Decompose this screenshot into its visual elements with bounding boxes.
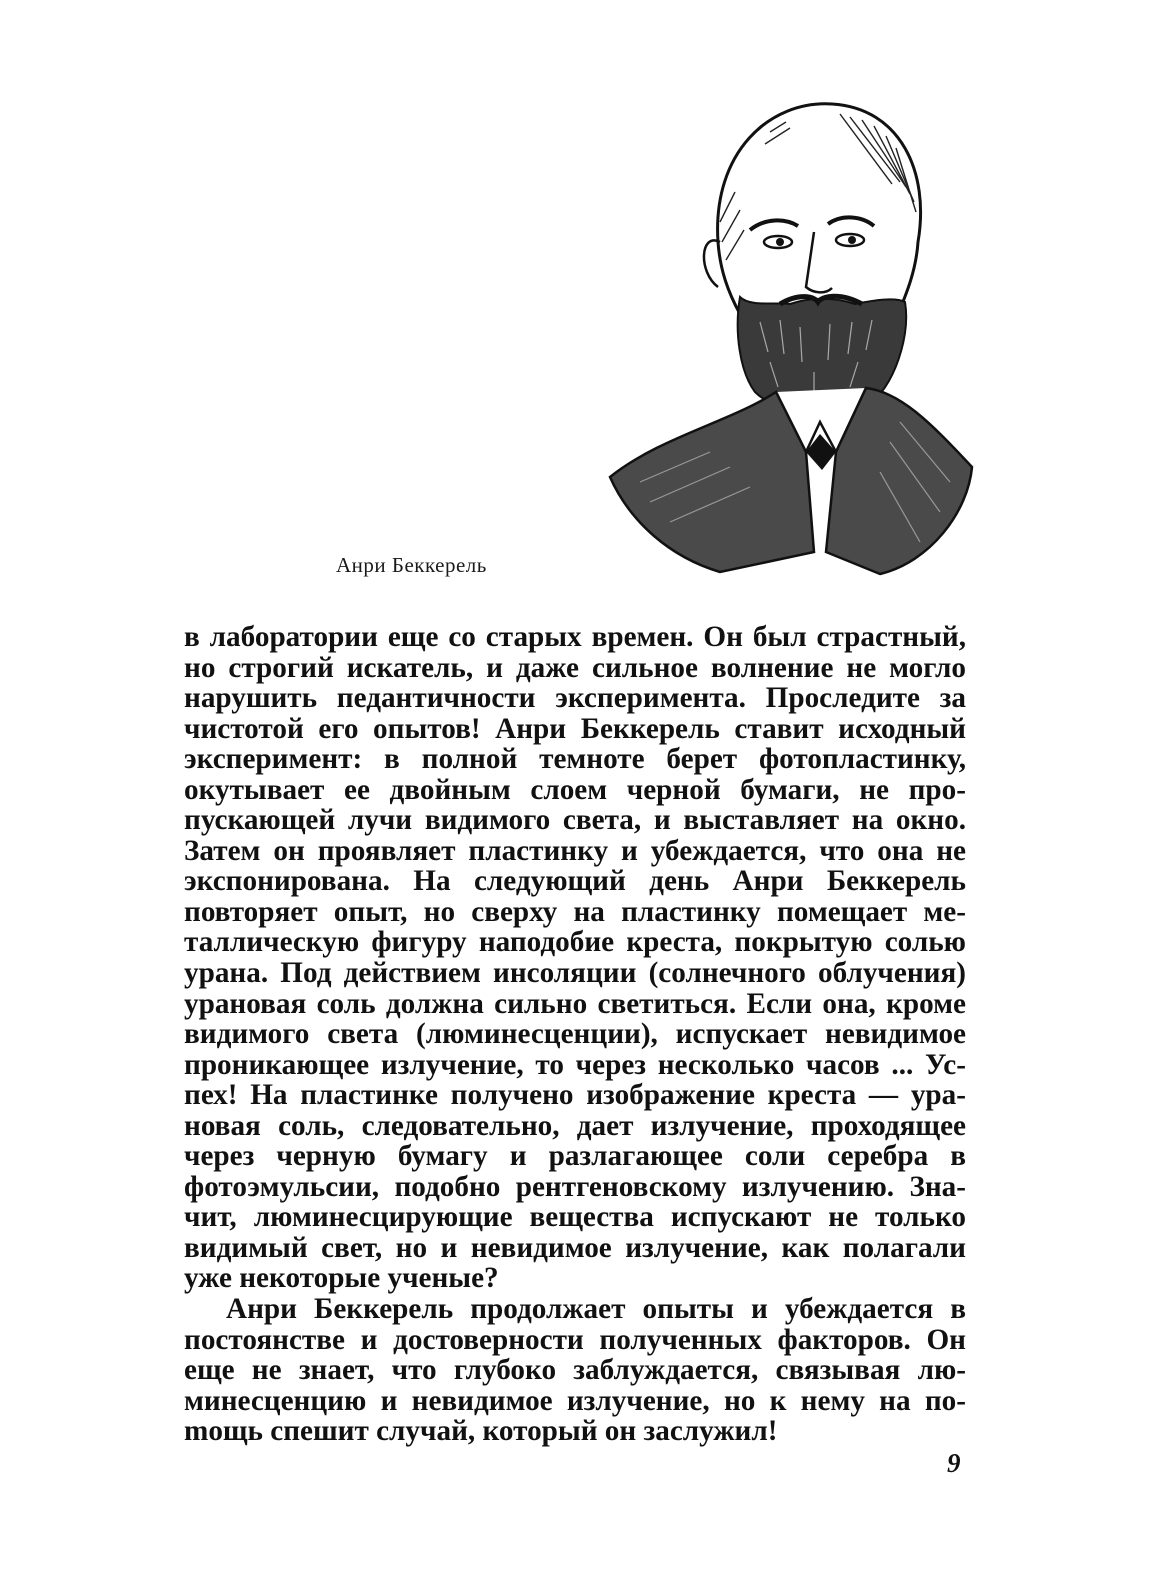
page-number: 9 xyxy=(947,1448,961,1478)
body-paragraph-2: Анри Беккерель продолжает опыты и убеждается в постоянстве и достоверности полученных факторов. Он еще не знает, что глубоко заблуждается, связывая люминесценцию и невидимое излучение, но к нему на поmощь спешит случай, который он заслужил! xyxy=(184,1293,966,1448)
body-text xyxy=(184,622,966,1447)
body-paragraph-1: в лаборатории еще со старых времен. Он был страстный, но строгий искатель, и даже сильное волнение не могло нарушить педантичности эксперимента. Проследите за чистотой его опытов! Анри Беккерель ставит исходный эксперимент: в полной темноте берет фотопластинку, окутывает ее двойным слоем черной бумаги, не пропускающей лучи видимого света, и выставляет на окно. Затем он проявляет пластинку и убеждается, что она не экспонирована. На следующий день Анри Беккерель повторяет опыт, но сверху на пластинку помещает металлическую фигуру наподобие креста, покрытую солью урана. Под действием инсоляции (солнечного облучения) урановая соль должна сильно светиться. Если она, кроме видимого света (люминесценции), испускает невидимое проникающее излучение, то через несколько часов ... Успех! На пластинке получено изображение креста — урановая соль, следовательно, дает излучение, проходящее через черную бумагу и разлагающее соли серебра в фотоэмульсии, подобно рентгеновскому излучению. Значит, люминесцирующие вещества испускают не только видимый свет, но и невидимое излучение, как полагали уже некоторые ученые? xyxy=(184,621,966,1295)
portrait-head xyxy=(718,104,921,314)
portrait-caption: Анри Беккерель xyxy=(336,553,487,577)
portrait-illustration xyxy=(600,92,980,592)
